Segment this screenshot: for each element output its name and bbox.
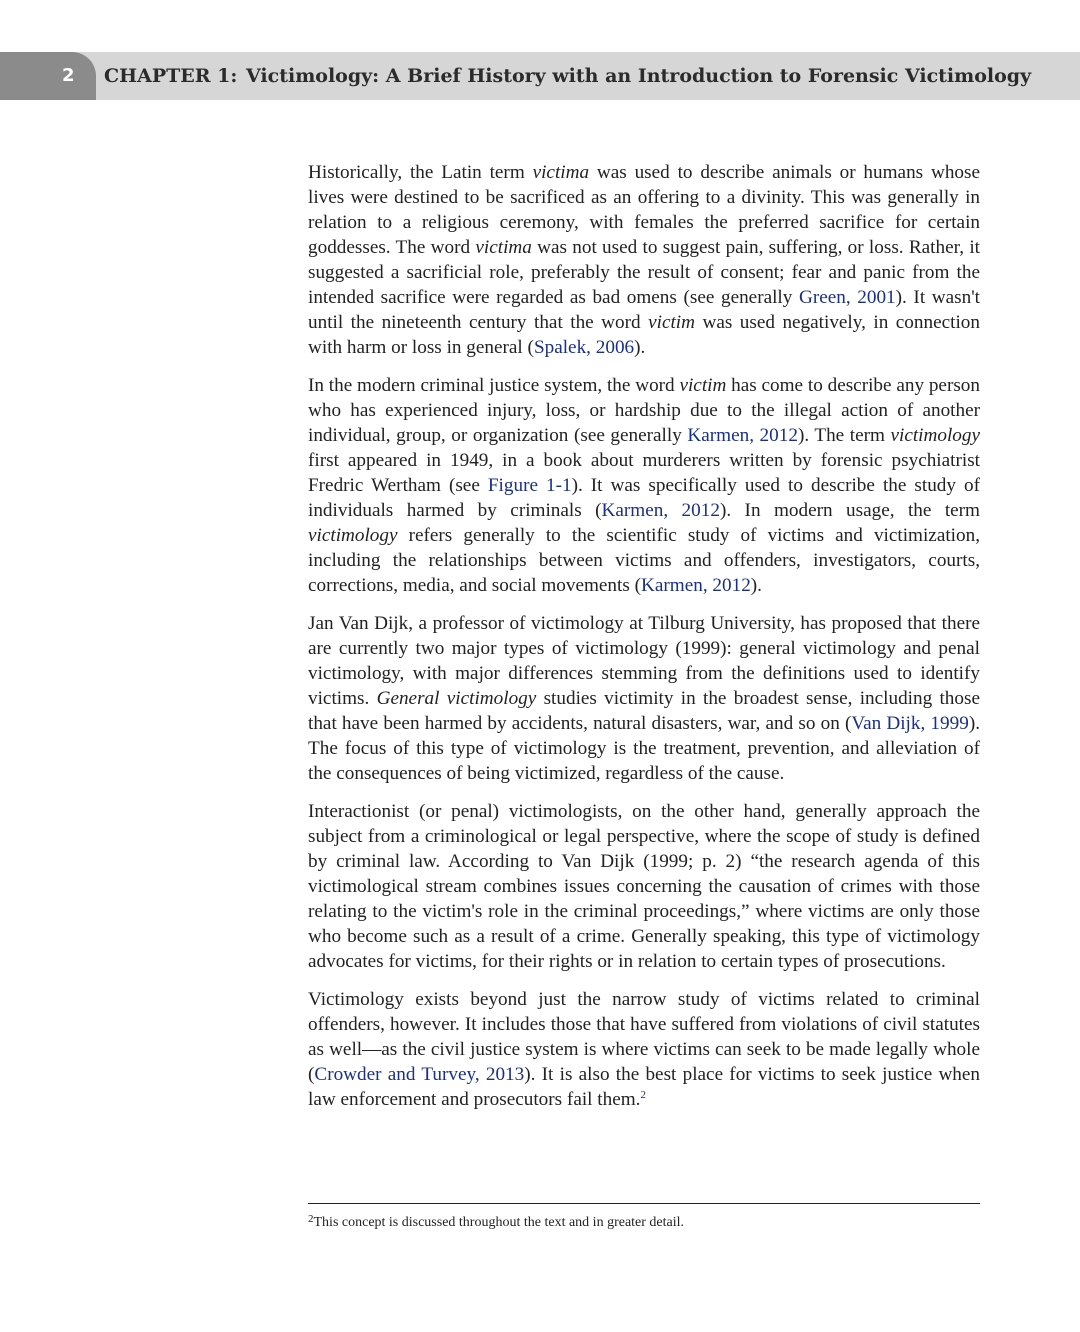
text-run: Historically, the Latin term [308, 162, 533, 183]
citation-link[interactable]: Karmen, 2012 [601, 500, 720, 521]
text-run: ). [750, 575, 762, 596]
text-run: was used to describe animals or humans whose lives were destined to be sacrificed as an offering to a divinity. This was generally in relation to a religious ceremony, with females the preferred sacrifice for certain goddesses. The word [308, 162, 980, 258]
citation-link[interactable]: Spalek, 2006 [533, 337, 635, 358]
citation-link[interactable]: Van Dijk, 1999 [851, 713, 969, 734]
text-run: ). [634, 337, 646, 358]
footnote-divider [308, 1203, 980, 1204]
italic-term: victim [648, 312, 695, 333]
italic-term: victima [475, 237, 532, 258]
chapter-label: CHAPTER 1: [104, 65, 238, 87]
citation-link[interactable]: Green, 2001 [798, 287, 896, 308]
body-text [308, 160, 980, 1125]
chapter-title: Victimology: A Brief History with an Introduction to Forensic Victimology [246, 65, 1032, 87]
text-run: ). It is also the best place for victims to seek justice when law enforcement and prosecutors fail them. [308, 1064, 981, 1110]
italic-term: victima [532, 162, 590, 183]
footnote-number: 2 [308, 1213, 314, 1225]
italic-term: victimology [890, 425, 980, 446]
paragraph-1 [308, 160, 980, 360]
paragraph-2 [308, 373, 980, 598]
text-run: was used negatively, in connection with harm or loss in general ( [308, 312, 980, 358]
citation-link[interactable]: Karmen, 2012 [687, 425, 798, 446]
footnote-text: This concept is discussed throughout the text and in greater detail. [313, 1215, 685, 1230]
text-run: Interactionist (or penal) victimologists, on the other hand, generally approach the subject from a criminological or legal perspective, where the scope of study is defined by criminal law. According to Van Dijk (1999; p. 2) “the research agenda of this victimological stream combines issues concerning the causation of crimes with those relating to the victim's role in the criminal proceedings,” where victims are only those who become such as a result of a crime. Generally speaking, this type of victimology advocates for victims, for their rights or in relation to certain types of prosecutions. [308, 801, 980, 972]
italic-term: victimology [308, 525, 398, 546]
paragraph-5 [308, 987, 980, 1112]
text-run: first appeared in 1949, in a book about murderers written by forensic psychiatrist Fredric Wertham (see [308, 450, 980, 496]
page-number-tab [0, 52, 96, 100]
italic-term: General victimology [376, 688, 537, 709]
page-number: 2 [62, 65, 75, 86]
footnote [308, 1213, 980, 1233]
text-run: refers generally to the scientific study of victims and victimization, including the relationships between victims and offenders, investigators, courts, corrections, media, and social movements ( [308, 525, 980, 596]
footnote-marker[interactable]: 2 [640, 1089, 646, 1101]
text-run: studies victimity in the broadest sense, including those that have been harmed by accidents, natural disasters, war, and so on ( [308, 688, 980, 734]
text-run: ). It was specifically used to describe the study of individuals harmed by criminals ( [308, 475, 980, 521]
text-run: was not used to suggest pain, suffering, or loss. Rather, it suggested a sacrificial role, preferably the result of consent; fear and panic from the intended sacrifice were regarded as bad omens (see generally [308, 237, 980, 308]
text-run: ). In modern usage, the term [719, 500, 980, 521]
figure-link[interactable]: Figure 1-1 [487, 475, 572, 496]
citation-link[interactable]: Karmen, 2012 [641, 575, 751, 596]
text-run: ). It wasn't until the nineteenth century that the word [308, 287, 980, 333]
text-run: Jan Van Dijk, a professor of victimology at Tilburg University, has proposed that there are currently two major types of victimology (1999): general victimology and penal victimology, with major differences stemming from the definitions used to identify victims. [308, 613, 980, 709]
text-run: ). The focus of this type of victimology is the treatment, prevention, and alleviation of the consequences of being victimized, regardless of the cause. [308, 713, 980, 784]
text-run: In the modern criminal justice system, the word [308, 375, 680, 396]
paragraph-3 [308, 611, 980, 786]
citation-link[interactable]: Crowder and Turvey, 2013 [314, 1064, 525, 1085]
text-run: ). The term [797, 425, 891, 446]
italic-term: victim [679, 375, 727, 396]
paragraph-4 [308, 799, 980, 974]
text-run: Victimology exists beyond just the narrow study of victims related to criminal offenders, however. It includes those that have suffered from violations of civil statutes as well—as the civil justice system is where victims can seek to be made legally whole ( [308, 989, 980, 1085]
text-run: has come to describe any person who has experienced injury, loss, or hardship due to the illegal action of another individual, group, or organization (see generally [308, 375, 980, 446]
